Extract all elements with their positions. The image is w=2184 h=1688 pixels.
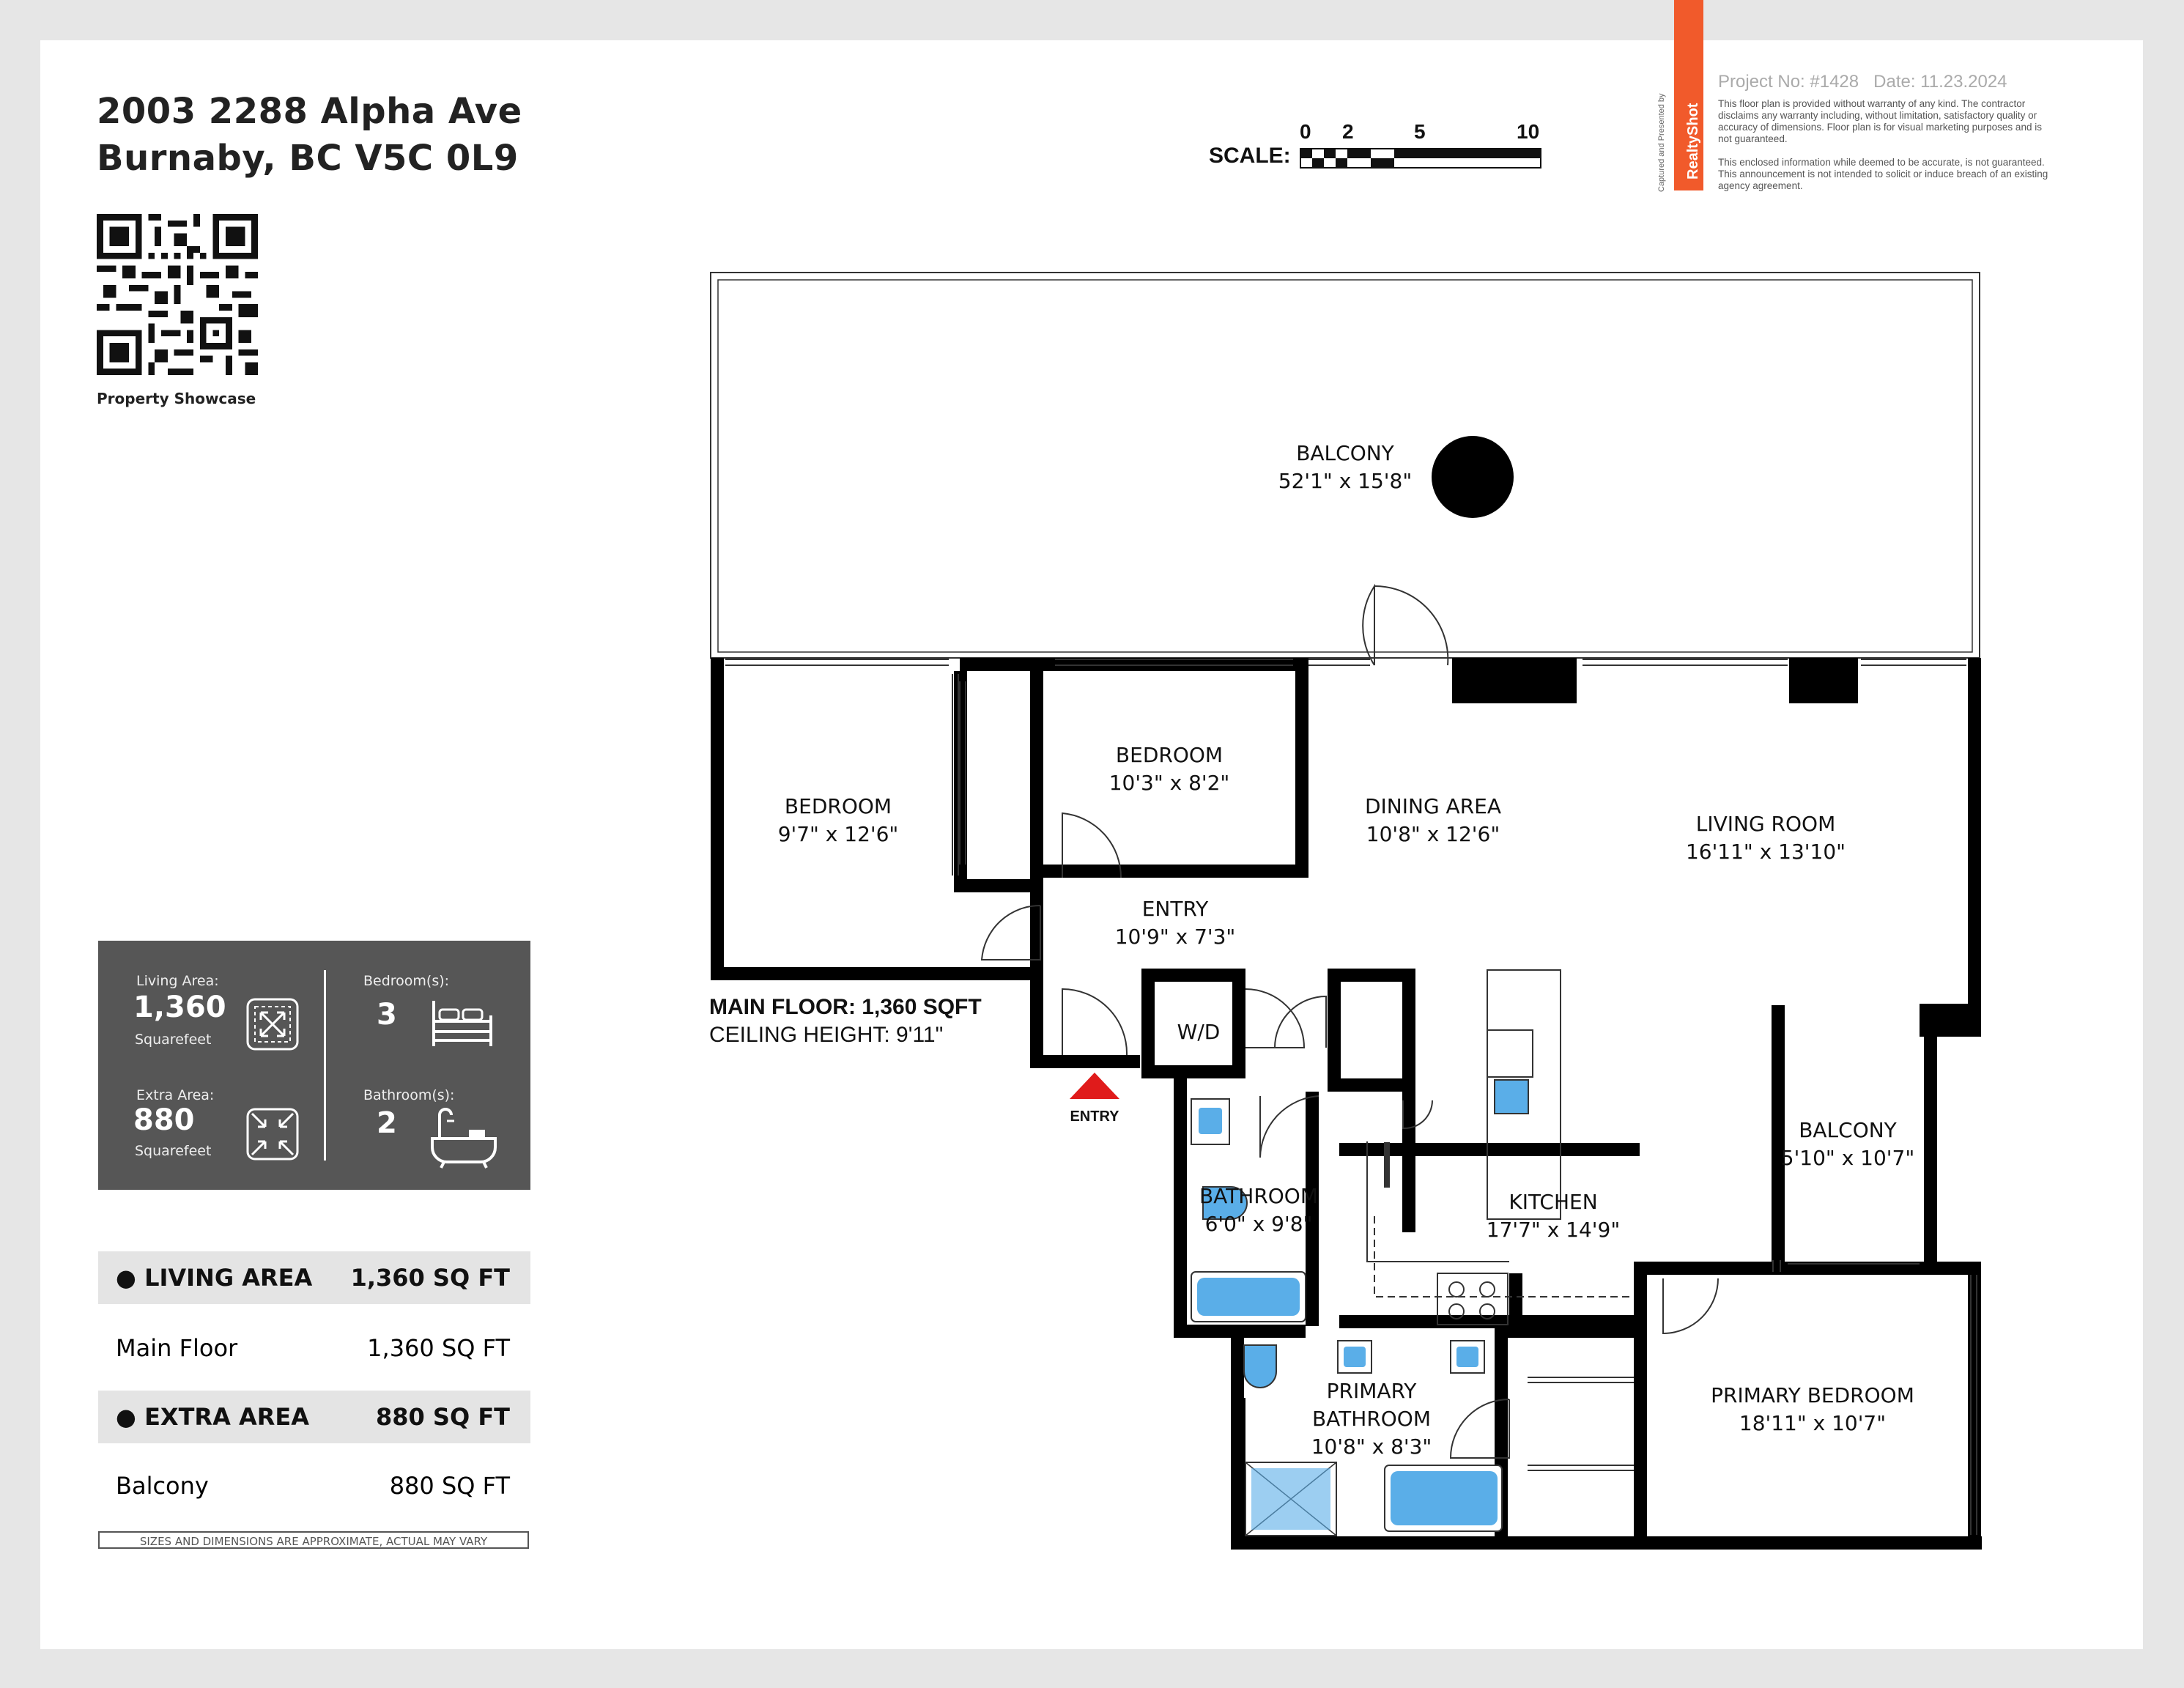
bedrooms-value: 3 <box>377 998 397 1032</box>
area-row-main-floor <box>98 1322 530 1374</box>
bathrooms-label: Bathroom(s): <box>363 1087 455 1103</box>
scale-tick-0: 0 <box>1300 120 1311 143</box>
balcony-outline <box>711 273 1980 658</box>
column-marker <box>1432 436 1514 518</box>
entry-marker-label: ENTRY <box>1070 1108 1119 1125</box>
living-area-label: Living Area: <box>136 973 219 989</box>
balcony-small-dims: 5'10" x 10'7" <box>1780 1146 1915 1170</box>
extra-area-header-label: EXTRA AREA <box>144 1403 309 1431</box>
living-dims: 16'11" x 13'10" <box>1685 840 1846 864</box>
primary-bath-name-1: PRIMARY <box>1326 1379 1417 1403</box>
qr-caption: Property Showcase <box>97 390 256 407</box>
primary-bath-name-2: BATHROOM <box>1311 1407 1432 1431</box>
project-info <box>1718 72 2007 92</box>
bedroom-mid-dims: 10'3" x 8'2" <box>1108 771 1230 795</box>
dining-dims: 10'8" x 12'6" <box>1366 822 1500 846</box>
extra-area-header <box>98 1391 530 1443</box>
size-disclaimer: SIZES AND DIMENSIONS ARE APPROXIMATE, ACTUAL MAY VARY <box>98 1531 529 1549</box>
property-address <box>97 88 522 182</box>
extra-area-value: 880 <box>133 1103 195 1137</box>
primary-bath-dims: 10'8" x 8'3" <box>1311 1435 1432 1459</box>
wd-name: W/D <box>1177 1020 1221 1044</box>
bathroom-name: BATHROOM <box>1199 1184 1319 1208</box>
scale-checker <box>1300 148 1541 169</box>
living-area-header-value: 1,360 SQ FT <box>350 1264 510 1292</box>
address-line-2: Burnaby, BC V5C 0L9 <box>97 138 519 179</box>
kitchen-name: KITCHEN <box>1509 1190 1598 1214</box>
brand-name: RealtyShot <box>1685 103 1701 179</box>
extra-area-label: Extra Area: <box>136 1087 215 1103</box>
kitchen-dims: 17'7" x 14'9" <box>1486 1218 1621 1242</box>
scale-label: SCALE: <box>1209 144 1291 168</box>
bathroom-dims: 6'0" x 9'8" <box>1204 1212 1313 1236</box>
floor-title: MAIN FLOOR: 1,360 SQFT <box>709 995 982 1019</box>
extra-area-header-value: 880 SQ FT <box>375 1403 510 1431</box>
living-area-header <box>98 1251 530 1304</box>
project-number: Project No: #1428 <box>1718 72 1859 92</box>
primary-bed-name: PRIMARY BEDROOM <box>1711 1383 1914 1407</box>
bedroom-left-name: BEDROOM <box>784 794 892 818</box>
entry-dims: 10'9" x 7'3" <box>1114 925 1236 949</box>
balcony-small-name: BALCONY <box>1799 1118 1897 1142</box>
scale-tick-10: 10 <box>1517 120 1540 143</box>
entry-arrow-icon <box>1070 1073 1119 1099</box>
area-row-label: Balcony <box>116 1472 209 1500</box>
scale-tick-2: 2 <box>1342 120 1354 143</box>
qr-code[interactable] <box>97 214 258 375</box>
bed-icon <box>429 995 495 1054</box>
project-date: Date: 11.23.2024 <box>1873 72 2007 92</box>
bedroom-mid-name: BEDROOM <box>1115 743 1224 767</box>
area-row-value: 1,360 SQ FT <box>367 1334 510 1362</box>
area-row-balcony <box>98 1459 530 1512</box>
entry-name: ENTRY <box>1141 897 1209 921</box>
bullet-icon: ● <box>116 1403 136 1431</box>
living-area-header-label: LIVING AREA <box>144 1264 313 1292</box>
bullet-icon: ● <box>116 1264 136 1292</box>
balcony-main-name: BALCONY <box>1296 441 1394 465</box>
collapse-arrows-icon <box>245 1106 300 1162</box>
warranty-disclaimer: This floor plan is provided without warranty of any kind. The contractor disclaims any warranty including, without limitation, satisfactory quality or accuracy of dimensions. Floor plan is for visual marketing purposes and is not guaranteed. <box>1718 98 2042 144</box>
living-area-unit: Squarefeet <box>135 1032 212 1048</box>
bathtub-icon <box>429 1105 498 1169</box>
address-line-1: 2003 2288 Alpha Ave <box>97 91 522 132</box>
floor-plan <box>696 264 1993 1568</box>
extra-area-unit: Squarefeet <box>135 1143 212 1159</box>
area-row-value: 880 SQ FT <box>389 1472 510 1500</box>
living-name: LIVING ROOM <box>1695 812 1836 836</box>
living-area-value: 1,360 <box>133 991 226 1024</box>
scale-tick-5: 5 <box>1414 120 1426 143</box>
area-row-label: Main Floor <box>116 1334 238 1362</box>
stats-divider <box>324 970 326 1160</box>
ceiling-height: CEILING HEIGHT: 9'11" <box>709 1023 944 1047</box>
expand-arrows-icon <box>245 996 300 1052</box>
stats-panel <box>98 941 530 1190</box>
bathrooms-value: 2 <box>377 1106 397 1140</box>
agency-disclaimer: This enclosed information while deemed to be accurate, is not guaranteed. This announcement is not intended to solicit or induce breach of an existing agency agreement. <box>1718 157 2048 191</box>
balcony-main-dims: 52'1" x 15'8" <box>1278 469 1413 493</box>
primary-bed-dims: 18'11" x 10'7" <box>1739 1411 1887 1435</box>
dining-name: DINING AREA <box>1364 794 1502 818</box>
bedroom-left-dims: 9'7" x 12'6" <box>777 822 899 846</box>
bedrooms-label: Bedroom(s): <box>363 973 450 989</box>
brand-caption: Captured and Presented by <box>1657 93 1666 192</box>
